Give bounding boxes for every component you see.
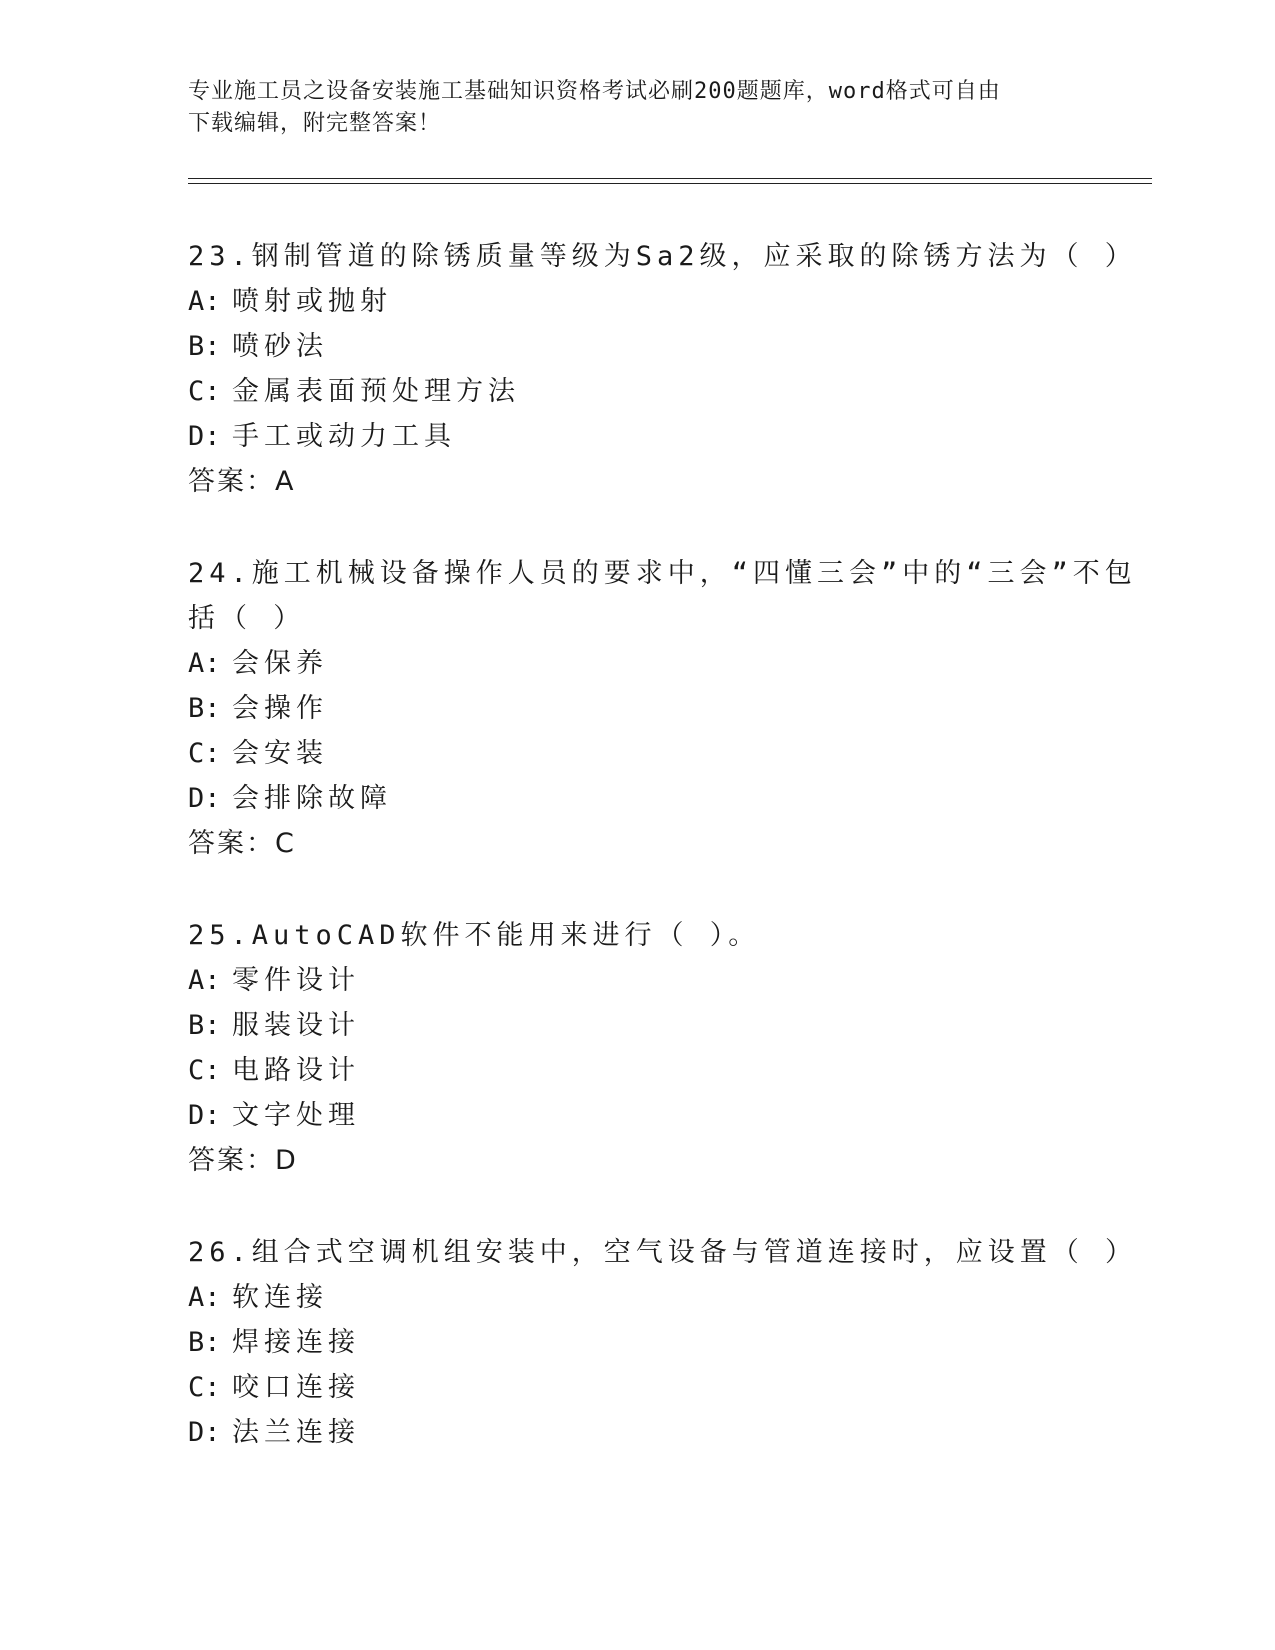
option-b (188, 686, 1088, 731)
question-stem-line: 25.AutoCAD软件不能用来进行（ ）。 (188, 920, 761, 951)
answer-line: 答案：C (188, 828, 296, 859)
option-text: 手工或动力工具 (232, 421, 456, 452)
question-26 (188, 1230, 1138, 1455)
question-stem (188, 234, 1137, 279)
header-line-2: 下载编辑，附完整答案！ (188, 111, 442, 136)
option-b (188, 1003, 1088, 1048)
option-letter: C: (188, 1372, 221, 1403)
option-letter: D: (188, 1100, 221, 1131)
header-divider-bottom (188, 183, 1152, 184)
option-letter: C: (188, 738, 221, 769)
option-d (188, 414, 1088, 459)
question-25 (188, 913, 1088, 1184)
question-stem-line: 23.钢制管道的除锈质量等级为Sa2级，应采取的除锈方法为（ ） (188, 241, 1137, 272)
question-stem-line: 26.组合式空调机组安装中，空气设备与管道连接时，应设置（ ） (188, 1237, 1138, 1268)
question-stem (188, 1230, 1138, 1275)
option-letter: B: (188, 1010, 221, 1041)
option-letter: C: (188, 376, 221, 407)
option-text: 咬口连接 (232, 1372, 360, 1403)
option-text: 电路设计 (232, 1055, 360, 1086)
option-text: 喷射或抛射 (232, 286, 392, 317)
option-text: 文字处理 (232, 1100, 360, 1131)
answer-line: 答案：A (188, 466, 296, 497)
option-text: 法兰连接 (232, 1417, 360, 1448)
option-d (188, 1093, 1088, 1138)
option-letter: B: (188, 331, 221, 362)
answer-line: 答案：D (188, 1145, 298, 1176)
question-stem-line: 24.施工机械设备操作人员的要求中，“四懂三会”中的“三会”不包 (188, 558, 1137, 589)
option-letter: B: (188, 1327, 221, 1358)
option-c (188, 1048, 1088, 1093)
question-23 (188, 234, 1137, 505)
option-letter: C: (188, 1055, 221, 1086)
option-d (188, 776, 1088, 821)
question-stem (188, 551, 1137, 641)
option-a (188, 958, 1088, 1003)
option-letter: D: (188, 783, 221, 814)
option-a (188, 279, 1088, 324)
header-line-1: 专业施工员之设备安装施工基础知识资格考试必刷200题题库，word格式可自由 (188, 79, 1001, 104)
question-stem (188, 913, 1088, 958)
option-c (188, 731, 1088, 776)
question-24 (188, 551, 1137, 867)
option-text: 会安装 (232, 738, 328, 769)
option-b (188, 324, 1088, 369)
option-text: 金属表面预处理方法 (232, 376, 520, 407)
option-a (188, 641, 1088, 686)
option-text: 零件设计 (232, 965, 360, 996)
option-letter: D: (188, 1417, 221, 1448)
option-text: 喷砂法 (232, 331, 328, 362)
option-text: 服装设计 (232, 1010, 360, 1041)
option-b (188, 1320, 1088, 1365)
option-letter: D: (188, 421, 221, 452)
option-text: 会保养 (232, 648, 328, 679)
option-text: 会操作 (232, 693, 328, 724)
option-letter: B: (188, 693, 221, 724)
option-a (188, 1275, 1088, 1320)
option-letter: A: (188, 965, 221, 996)
option-letter: A: (188, 648, 221, 679)
option-letter: A: (188, 1282, 221, 1313)
header-divider-top (188, 178, 1152, 179)
option-letter: A: (188, 286, 221, 317)
document-header (188, 76, 1068, 140)
option-c (188, 369, 1088, 414)
option-text: 焊接连接 (232, 1327, 360, 1358)
question-list (188, 234, 1138, 1501)
option-text: 会排除故障 (232, 783, 392, 814)
option-d (188, 1410, 1088, 1455)
option-c (188, 1365, 1088, 1410)
question-stem-line: 括（ ） (188, 603, 306, 634)
option-text: 软连接 (232, 1282, 328, 1313)
